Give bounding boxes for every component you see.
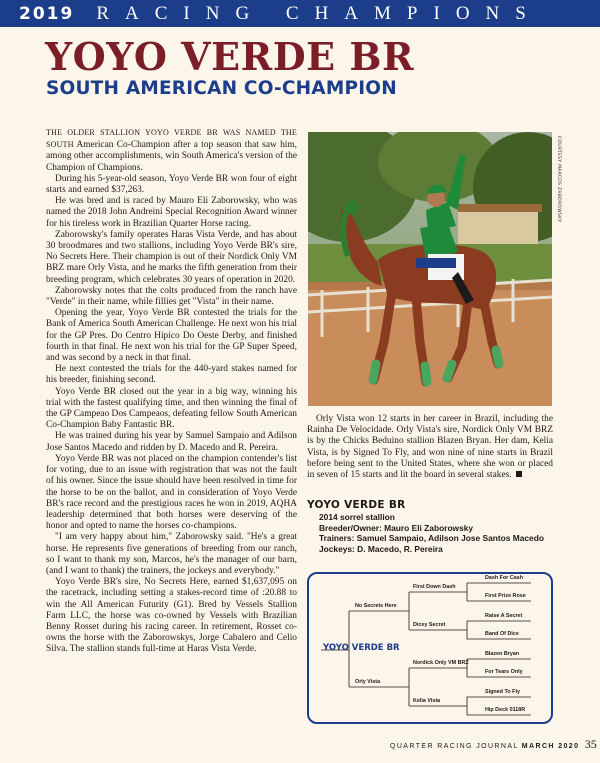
lead-paragraph xyxy=(46,127,297,174)
photo-credit: COURTESY MARCOS ZABOROWSKY xyxy=(556,136,561,223)
article-title: YOYO VERDE BR xyxy=(45,34,415,79)
pedigree-dam-sire: Nordick Only VM BRZ xyxy=(413,660,469,666)
race-photo xyxy=(308,132,552,406)
pedigree-sire-dam: Dicey Secret xyxy=(413,622,446,628)
pedigree-g3: First Prize Rose xyxy=(485,593,526,599)
page-footer xyxy=(390,737,597,752)
article-body-right xyxy=(307,414,553,481)
lead-caps: THE OLDER STALLION YOYO VERDE BR WAS NAMED THE SOUTH xyxy=(46,128,297,150)
article-body-left xyxy=(46,127,297,656)
pedigree-g3: Dash For Cash xyxy=(485,575,524,581)
pedigree-g3: Hip Deck 0118R xyxy=(485,707,526,713)
paragraph: Yoyo Verde BR's sire, No Secrets Here, earned $1,637,095 on the racetrack, including setting a stakes-record time of :20.88 to win the All American Futurity (G1). Bred by Vessels Stallion Farm LLC, the horse was co-owned by Vessels with Brazilian Benny Rosset during his racing career. In retirement, Rosset co-owns the horse with the Zaborowskys, Jorge Cabalero and Celio Silva. The stallion stands full-time at Haras Vista Verde. xyxy=(46,577,297,655)
pedigree-g3: Raise A Secret xyxy=(485,613,523,619)
pedigree-dam-dam: Kelia Vista xyxy=(413,698,441,704)
pedigree-sire-sire: First Down Dash xyxy=(413,584,456,590)
paragraph: During his 5-year-old season, Yoyo Verde BR won four of eight starts and earned $37,263. xyxy=(46,173,297,196)
paragraph: Zaborowsky's family operates Haras Vista Verde, and has about 30 broodmares and two stallions, including Yoyo Verde BR's sire, No Secrets Here. Their champion is out of their Nordick Only VM BRZ mare Orly Vista, and he marks the fifth generation from their breeding program, which celebrates 30 years of operation in 2020. xyxy=(46,229,297,285)
article-subtitle: SOUTH AMERICAN CO-CHAMPION xyxy=(46,78,397,99)
facts-horse-name: YOYO VERDE BR xyxy=(307,499,406,511)
footer-publication: QUARTER RACING JOURNAL xyxy=(390,743,519,750)
paragraph: Zaborowsky notes that the colts produced from the ranch have "Verde" in their name, while fillies get "Vista" in their name. xyxy=(46,285,297,308)
facts-box xyxy=(319,512,544,554)
paragraph: Opening the year, Yoyo Verde BR contested the trials for the Bank of America South American Challenge. He next won his trial for the GP Pres. Do Centro Hipico Do Oeste Derby, and finished fourth in that final. He next won his trial for the GP Super Speed, and was second by a neck in that final. xyxy=(46,308,297,364)
page-number: 35 xyxy=(584,737,597,751)
facts-jockeys: Jockeys: D. Macedo, R. Pereira xyxy=(319,543,443,554)
banner-year: 2019 xyxy=(19,3,75,24)
facts-description: 2014 sorrel stallion xyxy=(319,512,395,522)
right-paragraph-text: Orly Vista won 12 starts in her career in Brazil, including the Rainha De Velocidade. Orly Vista's sire, Nordick Only VM BRZ is by the Chicks Beduino stallion Blazen Bryan. Her dam, Kelia Vista, is by Signed To Fly, and won nine of nine starts in Brazil before being sent to the United States, where she won or placed in seven of 15 starts and lit the board in several stakes. xyxy=(307,414,553,481)
pedigree-g3: Band Of Dice xyxy=(485,631,519,637)
pedigree-horse: YOYO VERDE BR xyxy=(323,643,400,653)
paragraph: He was trained during his year by Samuel Sampaio and Adilson Jose Santos Macedo and ridden by D. Macedo and R. Pereira. xyxy=(46,431,297,453)
paragraph: "I am very happy about him," Zaborowsky said. "He's a great horse. He represents five generations of breeding from our ranch, so I want to thank my son, Marcos, he's the manager of our barn, (and I want to thank) the trainers, the jockeys and everybody." xyxy=(46,532,297,576)
paragraph: Yoyo Verde BR was not placed on the champion contender's list for voting, due to an issue with registration that was not the fault of his owner. Since the issue should have been resolved in time for the horse to be on the ballot, and in consideration of Yoyo Verde BR's race record and the prestigious races he won in 2019, AQHA leadership determined that both horses were deserving of the honor and opted to name the horses co-champions. xyxy=(46,453,297,532)
pedigree-chart xyxy=(307,572,553,724)
paragraph: He was bred and is raced by Mauro Eli Zaborowsky, who was named the 2018 John Andreini Special Recognition Award winner for his tireless work in Brazilian Quarter Horse racing. xyxy=(46,196,297,229)
horse-and-jockey-illustration xyxy=(308,132,552,406)
end-mark-icon xyxy=(516,471,522,477)
facts-trainers: Trainers: Samuel Sampaio, Adilson Jose Santos Macedo xyxy=(319,533,544,544)
pedigree-g3: Blazen Bryan xyxy=(485,651,520,657)
paragraph xyxy=(307,414,553,481)
pedigree-g3: For Tears Only xyxy=(485,669,523,675)
facts-breeder: Breeder/Owner: Mauro Eli Zaborowsky xyxy=(319,522,474,533)
footer-issue: MARCH 2020 xyxy=(521,743,580,750)
banner-label: RACING CHAMPIONS xyxy=(96,2,542,24)
pedigree-dam: Orly Vista xyxy=(355,679,381,685)
paragraph: He next contested the trials for the 440-yard stakes named for his breeder, finishing second. xyxy=(46,364,297,386)
paragraph: Yoyo Verde BR closed out the year in a big way, winning his trial with the fastest qualifying time, and then winning the final of the GP Campeao Dos Campeaos, defeating fellow South American Co-Champion Baby Fantastic BR. xyxy=(46,386,297,431)
pedigree-g3: Signed To Fly xyxy=(485,689,520,695)
header-banner xyxy=(0,0,600,27)
pedigree-sire: No Secrets Here xyxy=(355,603,397,609)
lead-rest: American Co-Champion after a top season that saw him, among other accomplishments, win South America's version of the Champion of Champions. xyxy=(46,140,297,173)
